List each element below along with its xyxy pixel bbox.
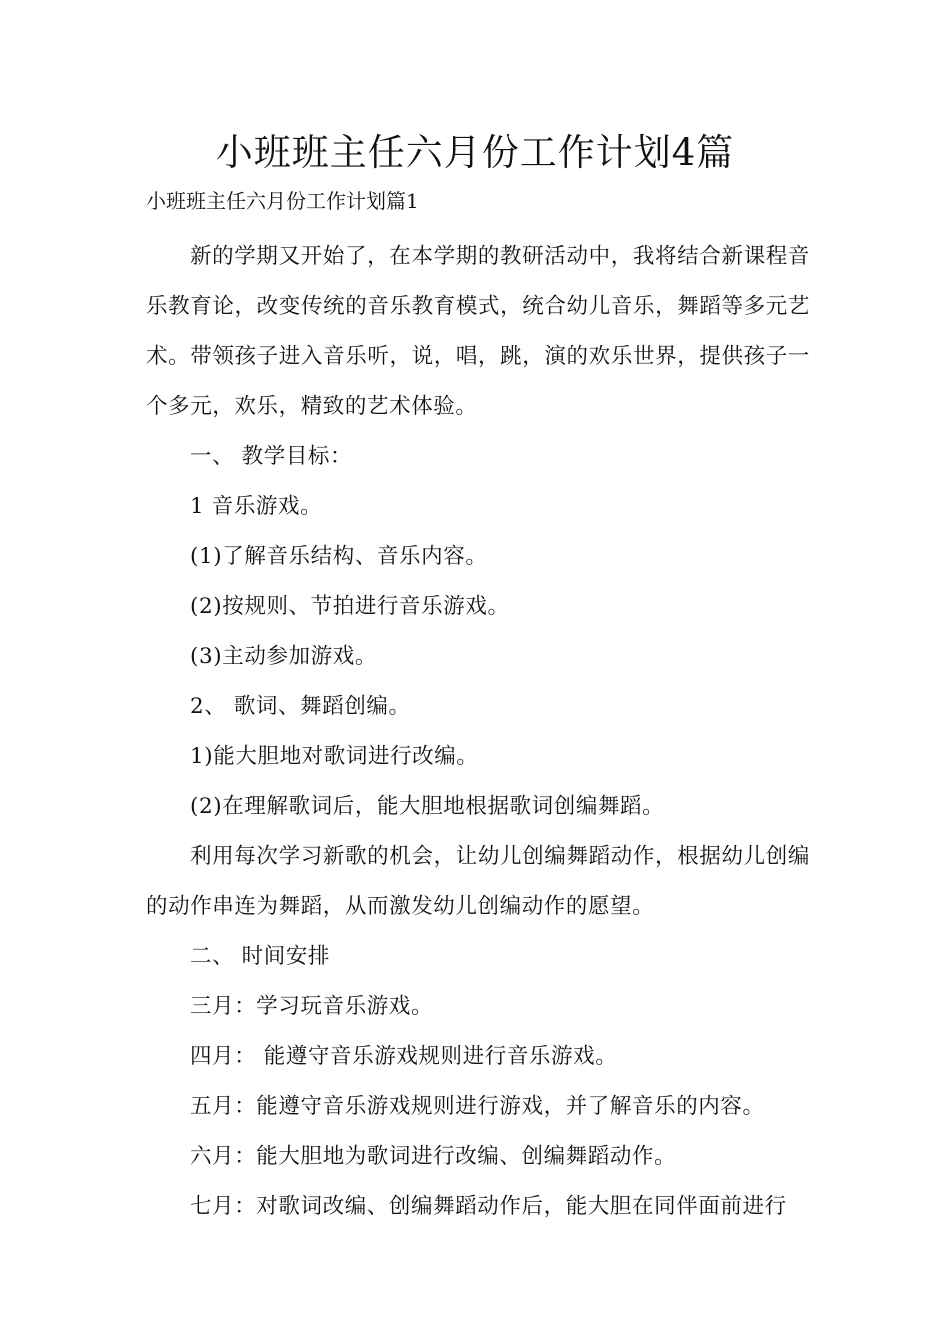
document-title: 小班班主任六月份工作计划4篇 <box>215 131 735 174</box>
list-item: 1)能大胆地对歌词进行改编。 <box>190 744 479 769</box>
list-item: (3)主动参加游戏。 <box>190 644 377 669</box>
list-item: (2)按规则、节拍进行音乐游戏。 <box>190 594 510 619</box>
list-item: (2)在理解歌词后，能大胆地根据歌词创编舞蹈。 <box>190 794 665 819</box>
schedule-item: 四月： 能遵守音乐游戏规则进行音乐游戏。 <box>190 1044 618 1069</box>
list-item: 2、 歌词、舞蹈创编。 <box>190 694 411 719</box>
body-paragraph: 利用每次学习新歌的机会，让幼儿创编舞蹈动作，根据幼儿创编的动作串连为舞蹈，从而激发幼儿创编动作的愿望。 <box>146 844 810 919</box>
schedule-item: 五月：能遵守音乐游戏规则进行游戏，并了解音乐的内容。 <box>190 1094 765 1119</box>
list-item: (1)了解音乐结构、音乐内容。 <box>190 544 488 569</box>
list-item: 1 音乐游戏。 <box>190 494 323 519</box>
section-heading: 小班班主任六月份工作计划篇1 <box>146 189 419 213</box>
document-body <box>146 232 810 1232</box>
heading-teaching-goals: 一、 教学目标： <box>190 444 353 469</box>
schedule-item: 七月：对歌词改编、创编舞蹈动作后，能大胆在同伴面前进行 <box>190 1194 787 1219</box>
heading-schedule: 二、 时间安排 <box>190 944 331 969</box>
intro-paragraph: 新的学期又开始了，在本学期的教研活动中，我将结合新课程音乐教育论，改变传统的音乐教育模式，统合幼儿音乐，舞蹈等多元艺术。带领孩子进入音乐听，说，唱，跳，演的欢乐世界，提供孩子一个多元，欢乐，精致的艺术体验。 <box>146 244 810 419</box>
schedule-item: 三月：学习玩音乐游戏。 <box>190 994 434 1019</box>
schedule-item: 六月：能大胆地为歌词进行改编、创编舞蹈动作。 <box>190 1144 677 1169</box>
